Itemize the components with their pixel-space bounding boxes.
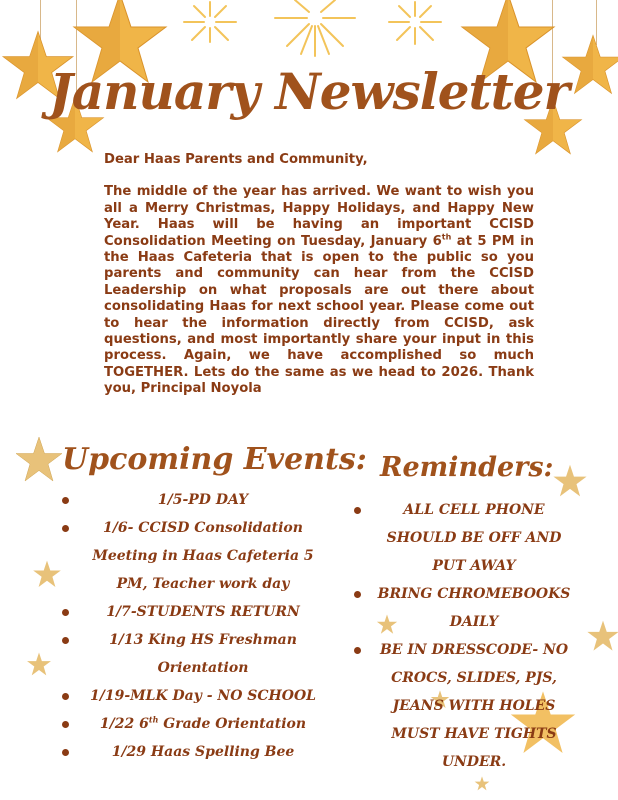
- newsletter-title: January Newsletter: [49, 62, 569, 121]
- event-item: 1/5-PD DAY: [60, 486, 320, 514]
- upcoming-events-title: Upcoming Events:: [62, 442, 367, 477]
- letter-body-part1: The middle of the year has arrived. We want to wish you all a Merry Christmas, Happy Holidays, and Happy New Year. Haas will be having an important CCISD Consolidation Meeting on Tuesday, January 6: [104, 184, 534, 249]
- bullet-icon: [354, 507, 361, 514]
- event-item: 1/19-MLK Day - NO SCHOOL: [60, 682, 320, 710]
- bullet-icon: [354, 591, 361, 598]
- reminders-title: Reminders:: [380, 452, 554, 483]
- bullet-icon: [354, 647, 361, 654]
- principal-letter: [104, 152, 534, 398]
- star-icon: [586, 620, 618, 654]
- star-icon: [26, 652, 52, 678]
- reminders-list: [348, 496, 578, 776]
- letter-body-part2: at 5 PM in the Haas Cafeteria that is open to the public so you parents and community can hear from the CCISD Leadership on what proposals are out there about consolidating Haas for next school year. Please come out to hear the information directly from CCISD, ask questions, and most importantly share your input in this process. Again, we have accomplished so much TOGETHER. Lets do the same as we head to 2026. Thank you, Principal Noyola: [104, 233, 534, 397]
- bullet-icon: [62, 749, 69, 756]
- star-icon: [552, 464, 588, 500]
- star-icon: [14, 436, 64, 486]
- event-item: 1/7-STUDENTS RETURN: [60, 598, 320, 626]
- bullet-icon: [62, 525, 69, 532]
- fireworks-decoration: [150, 0, 480, 70]
- reminder-item: ALL CELL PHONE SHOULD BE OFF AND PUT AWAY: [348, 496, 578, 580]
- event-item: 1/29 Haas Spelling Bee: [60, 738, 320, 766]
- bullet-icon: [62, 497, 69, 504]
- event-item: 1/13 King HS Freshman Orientation: [60, 626, 320, 682]
- event-item: 1/22 6th Grade Orientation: [60, 710, 320, 738]
- bullet-icon: [62, 609, 69, 616]
- letter-greeting: Dear Haas Parents and Community,: [104, 152, 368, 167]
- reminder-item: BRING CHROMEBOOKS DAILY: [348, 580, 578, 636]
- bullet-icon: [62, 721, 69, 728]
- upcoming-events-list: [60, 486, 320, 766]
- event-item: 1/6- CCISD Consolidation Meeting in Haas Cafeteria 5 PM, Teacher work day: [60, 514, 320, 598]
- reminder-item: BE IN DRESSCODE- NO CROCS, SLIDES, PJS, JEANS WITH HOLES MUST HAVE TIGHTS UNDER.: [348, 636, 578, 776]
- star-icon: [32, 560, 62, 590]
- star-icon: [474, 776, 490, 792]
- bullet-icon: [62, 637, 69, 644]
- letter-body: [104, 184, 534, 397]
- letter-body-sup: th: [441, 232, 452, 242]
- bullet-icon: [62, 693, 69, 700]
